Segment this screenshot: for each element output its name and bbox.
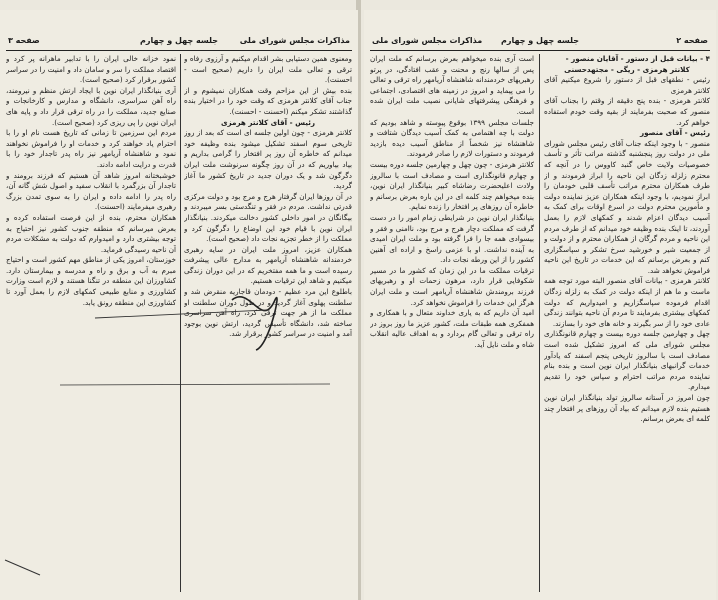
page-number: صفحه ۲: [676, 36, 708, 45]
left-page-col-right: [184, 54, 352, 592]
left-page: [0, 10, 358, 600]
paragraph: رئیس - نطقهای قبل از دستور را شروع میکنیم آقای کلانتر هرمزی: [544, 75, 710, 95]
page-title: مذاکرات مجلس شورای ملی: [372, 36, 483, 45]
paragraph: ترقیات مملکت ما در این زمان که کشور ما در مسیر شکوفایی قرار دارد، مرهون زحمات او و رهبریهای فرزند برومندش شاهنشاه آریامهر است و ملت ایران هرگز این خدمات را فراموش نخواهد کرد.: [370, 265, 534, 307]
paragraph: همکاران محترم، بنده از این فرصت استفاده کرده و بعرض میرسانم که منطقه جنوب کشور نیز احتیاج به توجه بیشتری دارد و امیدوارم که دولت به مشکلات مردم آن ناحیه رسیدگی فرماید.: [6, 212, 176, 254]
paragraph: کلانتر هرمزی - چون چهل و چهارمین جلسه دوره بیست و چهارم قانونگذاری است و مصادف است با سالروز ولادت اعلیحضرت رضاشاه کبیر بنیانگذار ایران نوین، بنده میخواهم چند کلمه ای در این باره بعرض برسانم و خاطره آن روزهای پر افتخار را زنده نمایم.: [370, 159, 534, 212]
paragraph: در آن روزها ایران گرفتار هرج و مرج بود و دولت مرکزی قدرتی نداشت. مردم در فقر و تنگدستی بسر میبردند و بیگانگان در امور داخلی کشور دخالت میکردند. بنیانگذار ایران نوین با قیام خود این اوضاع را دگرگون کرد و مملکت را از خطر تجزیه نجات داد (صحیح است).: [184, 191, 352, 244]
agenda-speakers: کلانتر هرمزی - ریگی - مجتهدحسنی: [564, 64, 690, 74]
paragraph: منصور - با وجود اینکه جناب آقای رئیس مجلس شورای ملی در دولت روز پنجشنبه گذشته مراتب تأثر و تأسف خصوصیات ولایت خاص گنبد کاووس را در آنچه که محترم زلزله زدگان این ناحیه را ابراز فرمودند و از طرف همکاران محترم مراتب تأسف قلبی خودمان را ابراز نمودیم، با وجود اینکه همکاران عزیز نماینده دولت و مأمورین محترم دولت در اسرع اوقات برای کمک به آسیب دیدگان اعزام شدند و کمکهای لازم را بعمل آوردند، تا اینک بنده وظیفه خود میدانم که از طرف مردم این ناحیه و مردم گرگان از همکاران محترم و از دولت و از جمعیت شیر و خورشید سرخ تشکر و سپاسگزاری کنم و بعرض برسانم که این خدمات در تاریخ این ناحیه فراموش نخواهد شد.: [544, 138, 710, 275]
right-page-header: [370, 36, 710, 51]
session-label: جلسه چهل و چهارم: [139, 36, 219, 45]
paragraph: ومعنوی همین دستیابی بشر اقدام میکنیم و آرزوی رفاه و ترقی و تعالی ملت ایران را داریم (صحیح است - احسنت).: [184, 54, 352, 85]
column-rule: [539, 54, 540, 592]
paragraph: امید آن داریم که به یاری خداوند متعال و با همکاری و همفکری همه طبقات ملت، کشور عزیز ما روز بروز در راه ترقی و تعالی گام بردارد و به اهداف عالیه انقلاب شاه و ملت نایل آید.: [370, 308, 534, 350]
page-title: مذاکرات مجلس شورای ملی: [239, 36, 350, 45]
paragraph: همکاران عزیز، امروز ملت ایران در سایه رهبری خردمندانه شاهنشاه آریامهر به مدارج عالی پیشرفت رسیده است و ما همه مفتخریم که در این دوران زندگی میکنیم و شاهد این ترقیات هستیم.: [184, 244, 352, 286]
paragraph: باطلوع این مرد عظیم - دودمان قاجاریه منقرض شد و سلطنت پهلوی آغاز گردید و در طول دوران سلطنت او مملکت ما از هر جهت ترقی کرد، راه آهن سراسری ساخته شد، دانشگاه تأسیس گردید، ارتش نوین بوجود آمد و امنیت در سراسر کشور برقرار شد.: [184, 287, 352, 339]
paragraph: چهل و چهارمین جلسه دوره بیست و چهارم قانونگذاری مجلس شورای ملی که امروز تشکیل شده است مصادف است با سالروز تاریخی پنجم اسفند که یادآور خدمات گرانبهای بنیانگذار ایران نوین است و بنده بنام نماینده مردم مراتب احترام و سپاس خود را تقدیم میدارم.: [544, 329, 710, 392]
right-page: [364, 10, 716, 600]
paragraph: خوشبختانه امروز شاهد آن هستیم که فرزند برومند و تاجدار آن بزرگمرد با انقلاب سفید و اصول شش گانه آن، راه پدر را ادامه داده و ایران را به سوی تمدن بزرگ رهبری میفرمایند (احسنت).: [6, 170, 176, 212]
paragraph: رئیس - آقای منصور: [640, 128, 710, 138]
paragraph: خوزستان، امروز یکی از مناطق مهم کشور است و احتیاج مبرم به آب و برق و راه و مدرسه و بیمارستان دارد. کشاورزان این منطقه در تنگنا هستند و لازم است وزارت کشاورزی و منابع طبیعی کمکهای لازم را بعمل آورد تا کشاورزی این منطقه رونق یابد.: [6, 255, 176, 307]
paragraph: بنیانگذار ایران نوین در شرایطی زمام امور را در دست گرفت که مملکت دچار هرج و مرج بود، ناامنی و فقر و بیسوادی همه جا را فرا گرفته بود و ملت ایران امیدی به آینده نداشت. او با عزمی راسخ و اراده ای آهنین کشور را از این ورطه نجات داد.: [370, 212, 534, 265]
paragraph: نمود خزانه خالی ایران را با تدابیر ماهرانه پر کرد و اقتصاد مملکت را سر و سامان داد و امنیت را در سراسر کشور برقرار کرد (صحیح است).: [6, 54, 176, 85]
right-page-col-left: [370, 54, 534, 592]
paragraph: کلانتر هرمزی - چون اولین جلسه ای است که بعد از روز تاریخی سوم اسفند تشکیل میشود بنده وظیفه خود میدانم که خاطره آن روز پر افتخار را گرامی بداریم و بیاد بیاوریم که در آن روز چگونه سرنوشت ملت ایران دگرگون شد و یک دوران جدید در تاریخ کشور ما آغاز گردید.: [184, 128, 352, 191]
paragraph: مردم این سرزمین تا زمانی که تاریخ هست نام او را با احترام یاد خواهند کرد و خدمات او را فراموش نخواهند نمود و شاهنشاه آریامهر نیز راه پدر تاجدار خود را با قدرت و درایت ادامه دادند.: [6, 128, 176, 169]
paragraph: آری بنیانگذار ایران نوین با ایجاد ارتش منظم و نیرومند، راه آهن سراسری، دانشگاه و مدارس و کارخانجات و صنایع جدید، مملکت را در راه ترقی قرار داد و پایه های ایران نوین را پی ریزی کرد (صحیح است).: [6, 85, 176, 127]
left-page-header: [6, 36, 352, 51]
agenda-heading: ۴ - بیانات قبل از دستور - آقایان منصور -: [565, 54, 710, 63]
paragraph: جلسات مجلس ۱۳۹۹ بوقوع پیوسته و شاهد بودیم که دولت با چه اهتمامی به کمک آسیب دیدگان شتافت و شاهنشاه نیز شخصاً از مناطق آسیب دیده بازدید فرمودند و دستورات لازم را صادر فرمودند.: [370, 117, 534, 159]
paragraph: بنده بیش از این مزاحم وقت همکاران نمیشوم و از جناب آقای کلانتر هرمزی که وقت خود را در اختیار بنده گذاشتند تشکر میکنم (احسنت - احسنت).: [184, 85, 352, 116]
left-page-col-left: [6, 54, 176, 592]
session-label: جلسه چهل و چهارم: [500, 36, 580, 45]
paragraph: کلانتر هرمزی - بنده پنج دقیقه از وقتم را بجناب آقای منصور که صحبت بفرمایند از بقیه وقت خودم استفاده خواهم کرد.: [544, 96, 710, 127]
right-page-col-right: [544, 54, 710, 592]
column-rule: [180, 54, 181, 592]
paragraph: چون امروز در آستانه سالروز تولد بنیانگذار ایران نوین هستیم بنده لازم میدانم که بیاد آن روزهای پر افتخار چند کلمه ای بعرض برسانم.: [544, 393, 710, 424]
page-number: صفحه ۳: [8, 36, 40, 45]
paragraph: است آری بنده میخواهم بعرض برسانم که ملت ایران پس از سالها رنج و محنت و عقب افتادگی، در پرتو رهبریهای خردمندانه شاهنشاه آریامهر راه ترقی و تعالی را می پیماید و امروز در زمینه های اقتصادی، اجتماعی و فرهنگی پیشرفتهای شایانی نصیب ملت ایران شده است.: [370, 54, 534, 116]
paragraph: رئیس - آقای کلانتر هرمزی: [220, 117, 316, 127]
paragraph: کلانتر هرمزی - بیانات آقای منصور البته مورد توجه همه ماست و ما هم از اینکه دولت در کمک به زلزله زدگان اقدام فرموده سپاسگزاریم و امیدواریم که دولت کمکهای بیشتری بفرمایند تا مردم آن ناحیه بتوانند زندگی عادی خود را از سر بگیرند و خانه های خود را بسازند.: [544, 276, 710, 328]
